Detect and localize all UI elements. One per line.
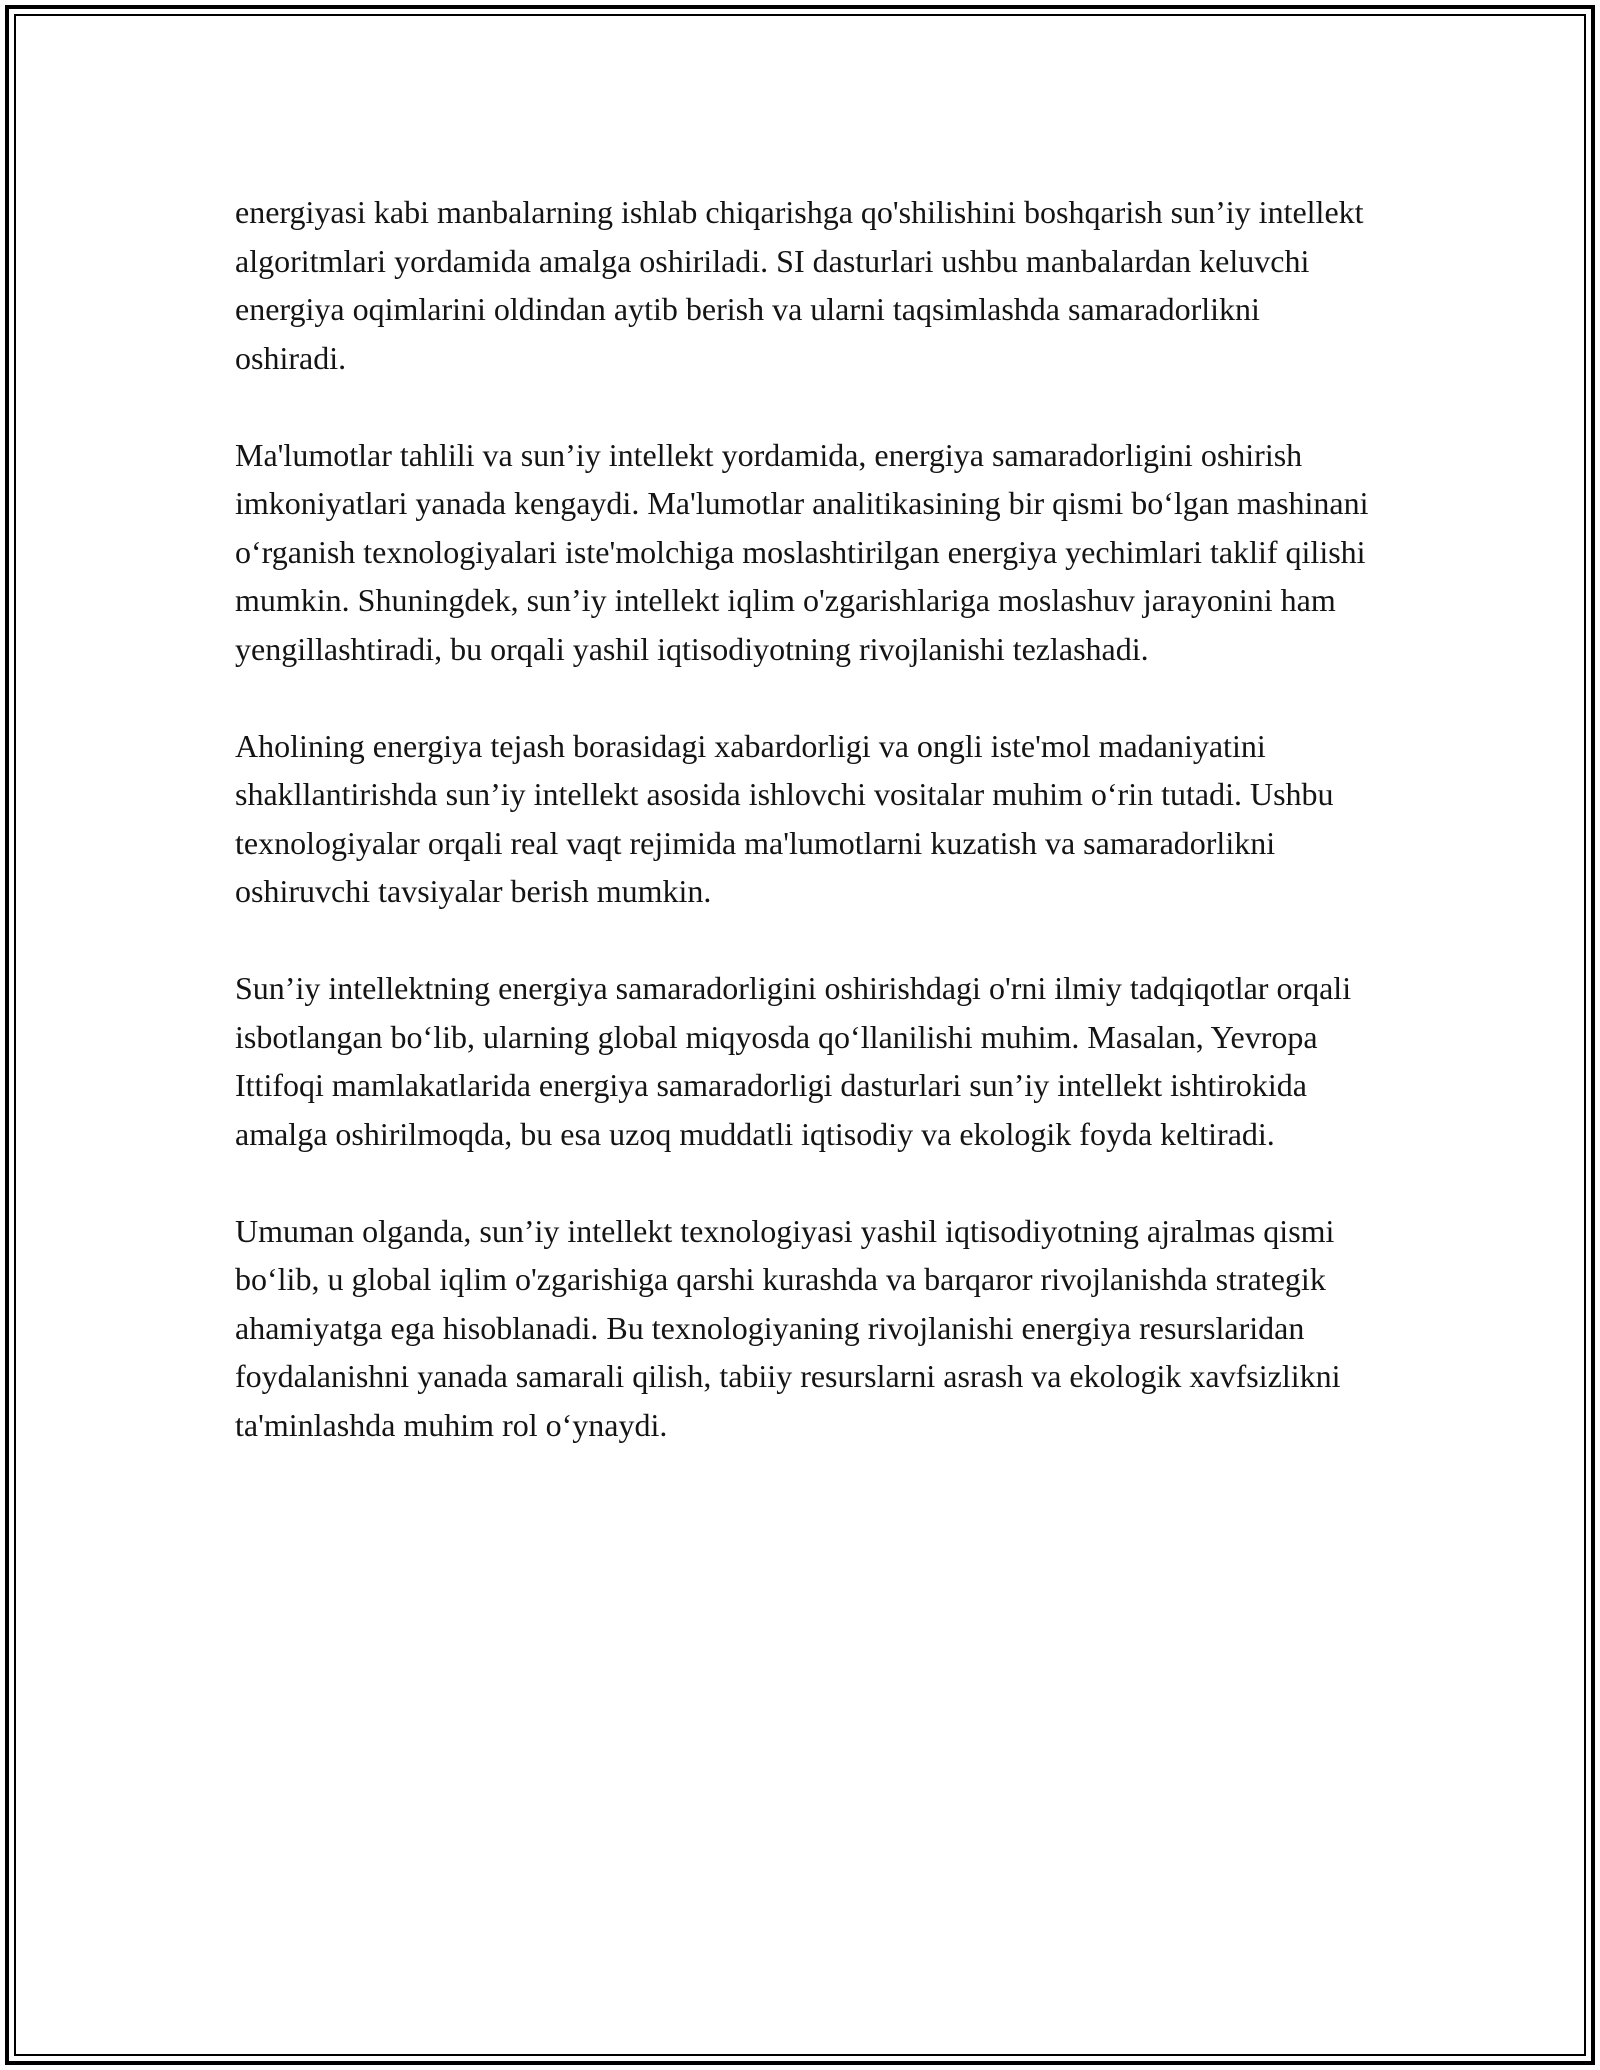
paragraph-3: Aholining energiya tejash borasidagi xabardorligi va ongli iste'mol madaniyatini shakllantirishda sun’iy intellekt asosida ishlovchi vositalar muhim o‘rin tutadi. Ushbu texnologiyalar orqali real vaqt rejimida ma'lumotlarni kuzatish va samaradorlikni oshiruvchi tavsiyalar berish mumkin. bbox=[235, 727, 1334, 909]
paragraph-5: Umuman olganda, sun’iy intellekt texnologiyasi yashil iqtisodiyotning ajralmas qismi bo‘lib, u global iqlim o'zgarishiga qarshi kurashda va barqaror rivojlanishda strategik ahamiyatga ega hisoblanadi. Bu texnologiyaning rivojlanishi energiya resurslaridan foydalanishni yanada samarali qilish, tabiiy resurslarni asrash va ekologik xavfsizlikni ta'minlashda muhim rol o‘ynaydi. bbox=[235, 1212, 1341, 1443]
paragraph-1: energiyasi kabi manbalarning ishlab chiqarishga qo'shilishini boshqarish sun’iy intellekt algoritmlari yordamida amalga oshiriladi. SI dasturlari ushbu manbalardan keluvchi energiya oqimlarini oldindan aytib berish va ularni taqsimlashda samaradorlikni oshiradi. bbox=[235, 194, 1364, 376]
paragraph-4: Sun’iy intellektning energiya samaradorligini oshirishdagi o'rni ilmiy tadqiqotlar orqali isbotlangan bo‘lib, ularning global miqyosda qo‘llanilishi muhim. Masalan, Yevropa Ittifoqi mamlakatlarida energiya samaradorligi dasturlari sun’iy intellekt ishtirokida amalga oshirilmoqda, bu esa uzoq muddatli iqtisodiy va ekologik foyda keltiradi. bbox=[235, 970, 1352, 1152]
paragraph-2: Ma'lumotlar tahlili va sun’iy intellekt yordamida, energiya samaradorligini oshirish imkoniyatlari yanada kengaydi. Ma'lumotlar analitikasining bir qismi bo‘lgan mashinani o‘rganish texnologiyalari iste'molchiga moslashtirilgan energiya yechimlari taklif qilishi mumkin. Shuningdek, sun’iy intellekt iqlim o'zgarishlariga moslashuv jarayonini ham yengillashtiradi, bu orqali yashil iqtisodiyotning rivojlanishi tezlashadi. bbox=[235, 436, 1369, 667]
document-body bbox=[235, 188, 1375, 1498]
